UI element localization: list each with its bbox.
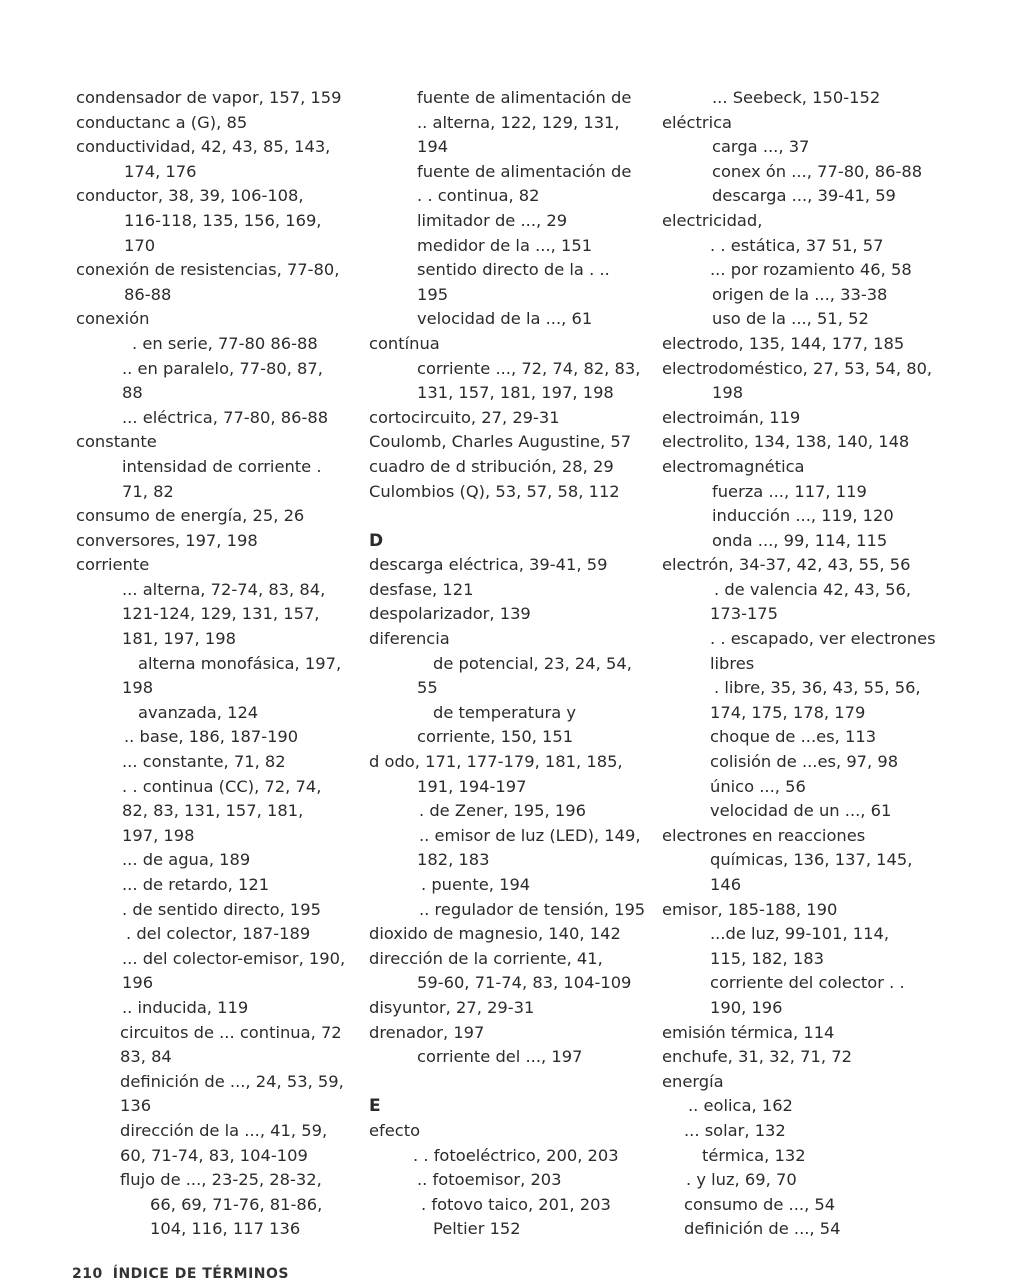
index-entry: ... por rozamiento 46, 58: [710, 260, 912, 280]
index-entry: 195: [417, 284, 449, 304]
index-entry: electrolito, 134, 138, 140, 148: [662, 432, 910, 452]
index-entry: ... alterna, 72-74, 83, 84,: [122, 579, 326, 599]
index-entry: 173-175: [710, 604, 779, 624]
index-entry: electromagnética: [662, 456, 805, 476]
index-entry: electroimán, 119: [662, 407, 801, 427]
index-entry: corriente del colector . .: [710, 973, 905, 993]
index-entry: 197, 198: [122, 825, 195, 845]
index-entry: .. alterna, 122, 129, 131,: [417, 112, 620, 132]
index-entry: efecto: [369, 1120, 421, 1140]
index-entry: consumo de energía, 25, 26: [76, 506, 305, 526]
index-entry: . de valencia 42, 43, 56,: [714, 579, 912, 599]
index-entry: libres: [710, 653, 755, 673]
index-entry: descarga ..., 39-41, 59: [712, 186, 896, 206]
index-entry: Peltier 152: [433, 1219, 521, 1239]
index-entry: alterna monofásica, 197,: [138, 653, 342, 673]
index-entry: . y luz, 69, 70: [686, 1170, 797, 1190]
index-entry: electricidad,: [662, 210, 763, 230]
index-column-3: [662, 86, 962, 1242]
index-entry: ... eléctrica, 77-80, 86-88: [122, 407, 329, 427]
index-entry: despolarizador, 139: [369, 604, 531, 624]
index-entry: d odo, 171, 177-179, 181, 185,: [369, 752, 623, 772]
page-number: 210: [72, 1266, 103, 1282]
index-entry: único ..., 56: [710, 776, 806, 796]
index-entry: corriente del ..., 197: [417, 1047, 583, 1067]
index-entry: avanzada, 124: [138, 702, 259, 722]
index-entry: 194: [417, 137, 449, 157]
index-entry: de temperatura y: [433, 702, 576, 722]
index-entry: condensador de vapor, 157, 159: [76, 88, 342, 107]
index-entry: 83, 84: [120, 1047, 172, 1067]
index-entry: ... de retardo, 121: [122, 875, 270, 894]
index-entry: .. eolica, 162: [688, 1096, 793, 1116]
index-entry: electrodo, 135, 144, 177, 185: [662, 333, 905, 353]
index-entry: .. fotoemisor, 203: [417, 1170, 562, 1190]
index-entry: [369, 1070, 659, 1095]
index-entry: diferencia: [369, 629, 450, 649]
section-title: ÍNDICE DE TÉRMINOS: [112, 1266, 289, 1282]
index-entry: electrón, 34-37, 42, 43, 55, 56: [662, 555, 911, 575]
index-entry: térmica, 132: [702, 1145, 806, 1165]
index-letter-heading: D: [369, 530, 384, 551]
index-entry: enchufe, 31, 32, 71, 72: [662, 1047, 852, 1067]
index-entry: cortocircuito, 27, 29-31: [369, 407, 560, 427]
index-entry: 182, 183: [417, 850, 490, 870]
index-entry: contínua: [369, 333, 440, 353]
index-entry: electrones en reacciones: [662, 825, 866, 845]
index-entry: . del colector, 187-189: [126, 924, 311, 944]
index-entry: 190, 196: [710, 997, 783, 1017]
index-entry: . fotovo taico, 201, 203: [421, 1194, 611, 1214]
index-entry: emisión térmica, 114: [662, 1022, 835, 1042]
index-entry: carga ..., 37: [712, 137, 810, 157]
index-entry: . . estática, 37 51, 57: [710, 235, 884, 255]
index-entry: 146: [710, 875, 742, 894]
index-entry: . . escapado, ver electrones: [710, 629, 936, 649]
index-entry: definición de ..., 54: [684, 1219, 841, 1239]
index-entry: 181, 197, 198: [122, 629, 236, 649]
index-column-1: [76, 86, 366, 1242]
index-entry: fuente de alimentación de: [417, 88, 632, 107]
index-entry: velocidad de un ..., 61: [710, 801, 892, 821]
index-entry: definición de ..., 24, 53, 59,: [120, 1071, 344, 1091]
index-entry: 88: [122, 383, 143, 403]
index-entry: colisión de ...es, 97, 98: [710, 752, 899, 772]
index-entry: 59-60, 71-74, 83, 104-109: [417, 973, 632, 993]
index-entry: desfase, 121: [369, 579, 474, 599]
index-entry: energía: [662, 1071, 724, 1091]
index-entry: 174, 176: [124, 161, 197, 181]
index-entry: .. base, 186, 187-190: [124, 727, 299, 747]
index-entry: corriente: [76, 555, 150, 575]
index-entry: ... de agua, 189: [122, 850, 251, 870]
index-entry: ... solar, 132: [684, 1120, 786, 1140]
index-entry: 115, 182, 183: [710, 948, 824, 968]
index-entry: 131, 157, 181, 197, 198: [417, 383, 614, 403]
index-entry: 198: [712, 383, 744, 403]
index-entry: 60, 71-74, 83, 104-109: [120, 1145, 308, 1165]
index-entry: ... del colector-emisor, 190,: [122, 948, 346, 968]
index-entry: [369, 504, 659, 529]
index-entry: sentido directo de la . ..: [417, 260, 610, 280]
index-entry: Coulomb, Charles Augustine, 57: [369, 432, 632, 452]
index-entry: .. emisor de luz (LED), 149,: [419, 825, 641, 845]
index-entry: conversores, 197, 198: [76, 530, 258, 550]
index-entry: .. inducida, 119: [122, 997, 249, 1017]
index-entry: intensidad de corriente .: [122, 456, 322, 476]
index-entry: conductividad, 42, 43, 85, 143,: [76, 137, 331, 157]
index-entry: dioxido de magnesio, 140, 142: [369, 924, 621, 944]
index-entry: . de Zener, 195, 196: [419, 801, 586, 821]
index-entry: .. regulador de tensión, 195: [419, 899, 646, 919]
index-entry: 170: [124, 235, 156, 255]
index-entry: 66, 69, 71-76, 81-86,: [150, 1194, 323, 1214]
index-column-2: [369, 86, 659, 1242]
index-entry: conductanc a (G), 85: [76, 112, 248, 132]
index-entry: Culombios (Q), 53, 57, 58, 112: [369, 481, 620, 501]
index-entry: ... constante, 71, 82: [122, 752, 286, 772]
index-entry: . . continua, 82: [417, 186, 540, 206]
index-entry: . de sentido directo, 195: [122, 899, 322, 919]
index-entry: conex ón ..., 77-80, 86-88: [712, 161, 923, 181]
index-entry: conductor, 38, 39, 106-108,: [76, 186, 304, 206]
index-entry: conexión de resistencias, 77-80,: [76, 260, 340, 280]
index-entry: . . fotoeléctrico, 200, 203: [413, 1145, 619, 1165]
index-entry: de potencial, 23, 24, 54,: [433, 653, 632, 673]
index-entry: dirección de la corriente, 41,: [369, 948, 603, 968]
index-entry: dirección de la ..., 41, 59,: [120, 1120, 328, 1140]
index-entry: cuadro de d stribución, 28, 29: [369, 456, 614, 476]
index-letter-heading: E: [369, 1096, 381, 1117]
index-entry: 196: [122, 973, 154, 993]
index-entry: 82, 83, 131, 157, 181,: [122, 801, 304, 821]
index-entry: . libre, 35, 36, 43, 55, 56,: [714, 678, 921, 698]
index-entry: 121-124, 129, 131, 157,: [122, 604, 320, 624]
index-entry: flujo de ..., 23-25, 28-32,: [120, 1170, 322, 1190]
index-entry: conexión: [76, 309, 150, 329]
index-entry: choque de ...es, 113: [710, 727, 877, 747]
index-entry: origen de la ..., 33-38: [712, 284, 888, 304]
index-entry: drenador, 197: [369, 1022, 485, 1042]
index-entry: .. en paralelo, 77-80, 87,: [122, 358, 323, 378]
index-entry: inducción ..., 119, 120: [712, 506, 894, 526]
index-entry: emisor, 185-188, 190: [662, 899, 838, 919]
index-entry: disyuntor, 27, 29-31: [369, 997, 535, 1017]
index-entry: constante: [76, 432, 157, 452]
index-entry: 198: [122, 678, 154, 698]
index-entry: 71, 82: [122, 481, 174, 501]
index-entry: onda ..., 99, 114, 115: [712, 530, 888, 550]
index-entry: velocidad de la ..., 61: [417, 309, 593, 329]
index-entry: 191, 194-197: [417, 776, 527, 796]
index-entry: . puente, 194: [421, 875, 531, 894]
index-entry: fuerza ..., 117, 119: [712, 481, 867, 501]
index-entry: consumo de ..., 54: [684, 1194, 836, 1214]
index-entry: uso de la ..., 51, 52: [712, 309, 869, 329]
index-entry: ...de luz, 99-101, 114,: [710, 924, 890, 944]
index-entry: 55: [417, 678, 438, 698]
index-entry: medidor de la ..., 151: [417, 235, 593, 255]
index-entry: circuitos de ... continua, 72: [120, 1022, 342, 1042]
index-entry: limitador de ..., 29: [417, 210, 568, 230]
index-entry: 136: [120, 1096, 152, 1116]
index-entry: corriente ..., 72, 74, 82, 83,: [417, 358, 641, 378]
index-entry: 104, 116, 117 136: [150, 1219, 301, 1239]
index-entry: descarga eléctrica, 39-41, 59: [369, 555, 608, 575]
index-entry: fuente de alimentación de: [417, 161, 632, 181]
index-entry: corriente, 150, 151: [417, 727, 574, 747]
index-entry: 86-88: [124, 284, 172, 304]
index-entry: . en serie, 77-80 86-88: [132, 333, 318, 353]
index-entry: electrodoméstico, 27, 53, 54, 80,: [662, 358, 933, 378]
index-entry: ... Seebeck, 150-152: [712, 88, 881, 107]
index-entry: 174, 175, 178, 179: [710, 702, 866, 722]
index-entry: 116-118, 135, 156, 169,: [124, 210, 322, 230]
index-entry: químicas, 136, 137, 145,: [710, 850, 913, 870]
index-entry: eléctrica: [662, 112, 733, 132]
index-entry: . . continua (CC), 72, 74,: [122, 776, 322, 796]
